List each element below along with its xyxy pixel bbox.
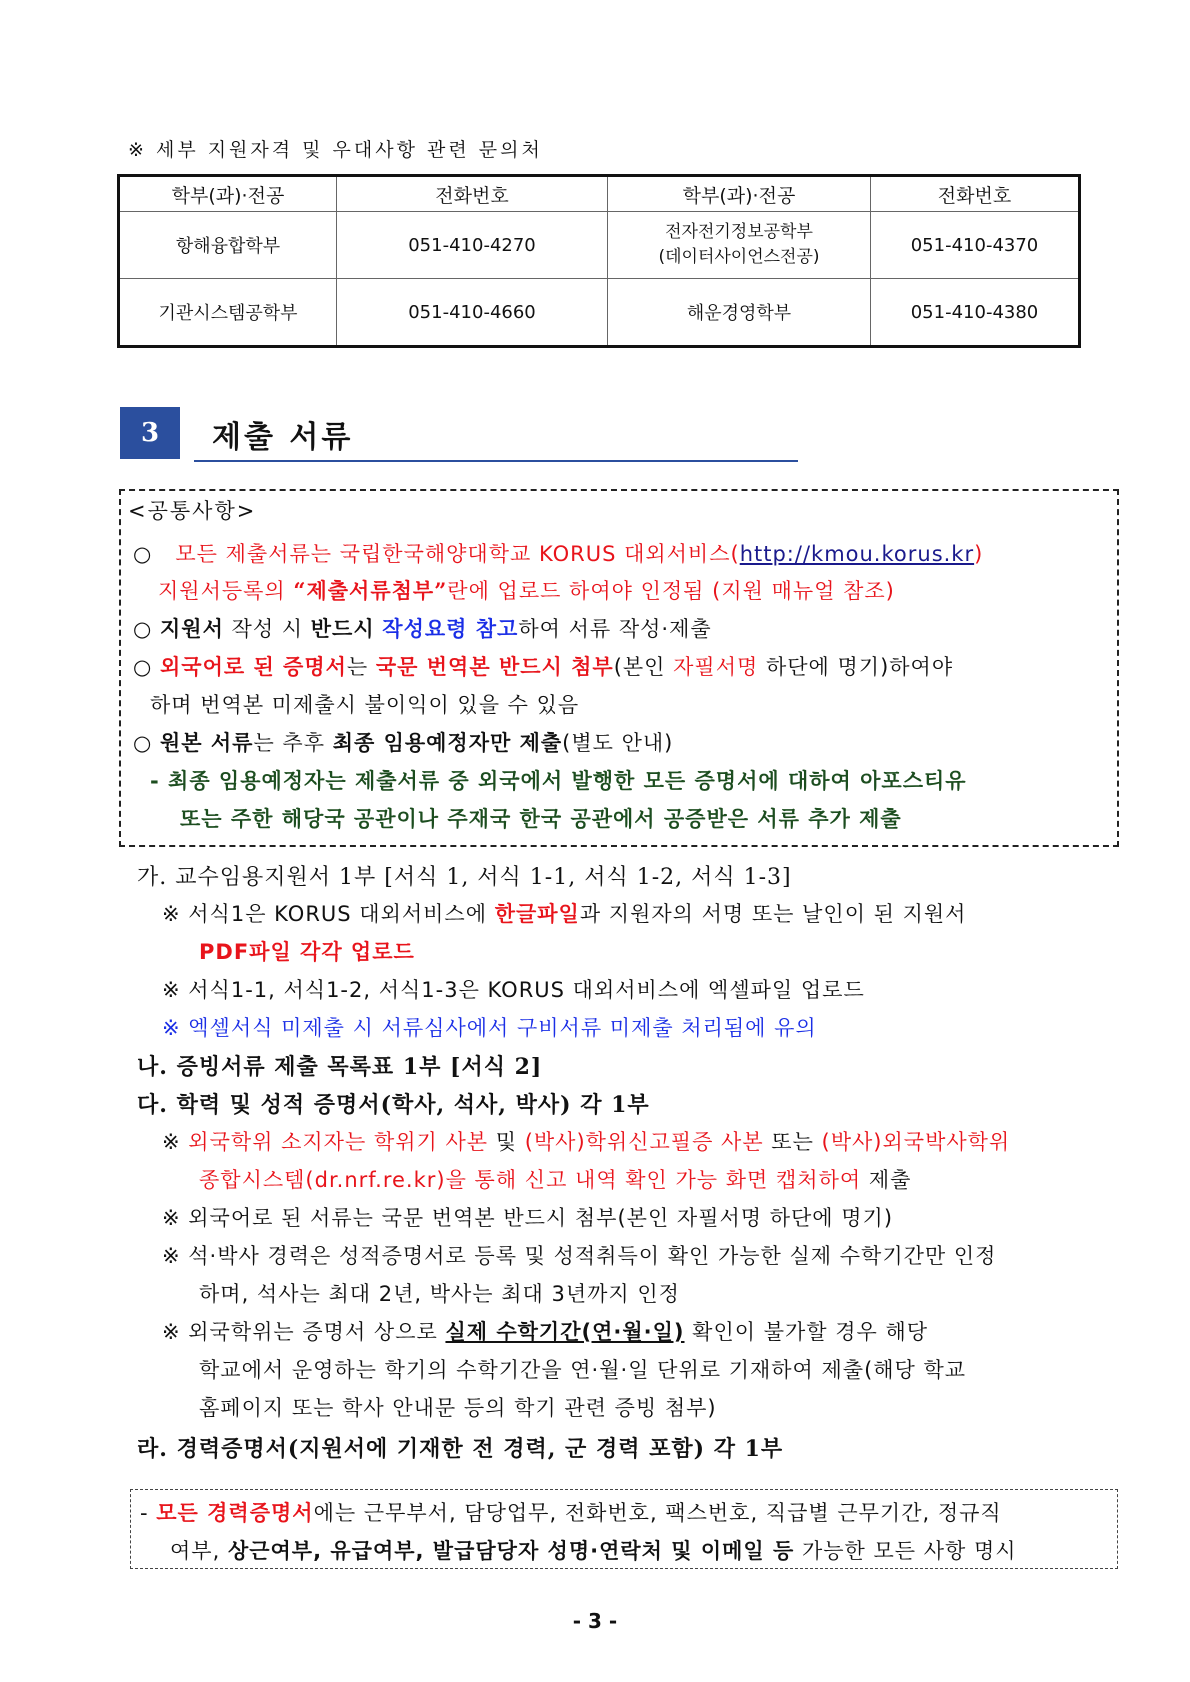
text-bold: 반드시 xyxy=(310,617,375,641)
common-item-3 xyxy=(133,651,953,681)
dept-name-line: 전자전기정보공학부 xyxy=(665,222,813,242)
text-blue-bold: 작성요령 참고 xyxy=(382,617,519,641)
korus-link[interactable]: http://kmou.korus.kr xyxy=(739,542,975,566)
text: ※ 서식1은 KORUS 대외서비스에 xyxy=(162,902,495,926)
item-da-note-3: ※ 석·박사 경력은 성적증명서로 등록 및 성적취득이 확인 가능한 실제 수학기간만 인정 xyxy=(162,1244,997,1268)
text-bold: 최종 임용예정자만 제출 xyxy=(332,731,563,755)
item-da-note-3-cont: 하며, 석사는 최대 2년, 박사는 최대 3년까지 인정 xyxy=(199,1282,680,1306)
text: 는 xyxy=(346,655,376,679)
section-title: 제출 서류 xyxy=(212,420,354,455)
table-cell-phone: 051-410-4380 xyxy=(871,279,1080,347)
dash: - xyxy=(140,1501,157,1525)
text: 또는 xyxy=(763,1130,822,1154)
item-da-note-1 xyxy=(162,1126,1010,1156)
text: 가능한 모든 사항 명시 xyxy=(794,1539,1017,1563)
item-da-note-1-cont xyxy=(199,1164,911,1194)
text: (본인 xyxy=(613,655,674,679)
common-item-1-cont xyxy=(158,575,895,605)
table-cell-dept: 기관시스템공학부 xyxy=(119,279,337,347)
dept-major-line: (데이터사이언스전공) xyxy=(658,247,820,267)
text: 과 지원자의 서명 또는 날인이 된 지원서 xyxy=(579,902,967,926)
bullet: ○ xyxy=(133,542,153,566)
section-title-underline xyxy=(194,460,798,462)
bullet: ○ xyxy=(133,617,160,641)
common-item-3-cont: 하며 번역본 미제출시 불이익이 있을 수 있음 xyxy=(150,693,580,717)
table-header-dept: 학부(과)·전공 xyxy=(119,176,337,212)
item-ra-title: 라. 경력증명서(지원서에 기재한 전 경력, 군 경력 포함) 각 1부 xyxy=(137,1436,784,1462)
text-bold-underline: 실제 수학기간(연·월·일) xyxy=(445,1320,685,1344)
text-red: ) xyxy=(974,542,984,566)
text xyxy=(366,1130,374,1154)
common-subitem xyxy=(150,765,967,795)
text-red-bold: “제출서류첨부” xyxy=(293,578,448,603)
item-ga-note-1 xyxy=(162,898,966,928)
text-red-bold: 국문 번역본 반드시 첨부 xyxy=(375,655,614,679)
text-red: (박사)외국박사학위 xyxy=(821,1130,1011,1154)
bullet: ○ xyxy=(133,731,160,755)
text: 확인이 불가할 경우 해당 xyxy=(684,1320,929,1344)
table-cell-dept: 해운경영학부 xyxy=(608,279,871,347)
common-item-4 xyxy=(133,727,673,757)
text-green-bold: 최종 임용예정자는 제출서류 중 외국에서 발행한 모든 증명서에 대하여 아포스티유 xyxy=(168,769,967,793)
table-row xyxy=(119,279,1080,347)
common-item-1 xyxy=(133,538,983,568)
text-red: 지원서등록의 xyxy=(158,579,294,603)
common-heading: <공통사항> xyxy=(128,499,257,523)
table-cell-phone: 051-410-4270 xyxy=(337,212,608,279)
text: 제출 xyxy=(861,1168,912,1192)
common-subitem-cont: 또는 주한 해당국 공관이나 주재국 한국 공관에서 공증받은 서류 추가 제출 xyxy=(180,807,902,831)
text-red: 란에 업로드 하여야 인정됨 (지원 매뉴얼 참조) xyxy=(447,579,895,603)
text: 에는 근무부서, 담당업무, 전화번호, 팩스번호, 직급별 근무기간, 정규직 xyxy=(313,1501,1002,1525)
contact-table xyxy=(117,174,1081,348)
text-red: 외국학위 소지자는 xyxy=(188,1130,367,1154)
text-red: 모든 제출서류는 국립한국해양대학교 KORUS 대외서비스( xyxy=(175,542,740,566)
item-ga-title: 가. 교수임용지원서 1부 [서식 1, 서식 1-1, 서식 1-2, 서식 1-3] xyxy=(137,865,792,890)
item-da-note-4-cont: 홈페이지 또는 학사 안내문 등의 학기 관련 증빙 첨부) xyxy=(199,1396,717,1420)
career-note-line-1 xyxy=(140,1497,1002,1527)
text-red-bold: 외국어로 된 증명서 xyxy=(160,655,347,679)
item-ga-note-3: ※ 엑셀서식 미제출 시 서류심사에서 구비서류 미제출 처리됨에 유의 xyxy=(162,1016,817,1040)
text-red-bold: 한글파일 xyxy=(494,902,580,926)
table-cell-dept: 항해융합학부 xyxy=(119,212,337,279)
item-da-note-2: ※ 외국어로 된 서류는 국문 번역본 반드시 첨부(본인 자필서명 하단에 명기) xyxy=(162,1206,894,1230)
table-header-phone: 전화번호 xyxy=(871,176,1080,212)
text: 하여 서류 작성·제출 xyxy=(518,617,712,641)
text-red: 자필서명 xyxy=(673,655,759,679)
text-red: 종합시스템(dr.nrf.re.kr)을 통해 신고 내역 확인 가능 화면 캡처하여 xyxy=(199,1168,862,1192)
career-note-line-2 xyxy=(170,1535,1017,1565)
text: (별도 안내) xyxy=(562,731,674,755)
text: 하단에 명기)하여야 xyxy=(758,655,954,679)
text: 및 xyxy=(488,1130,525,1154)
section-number-badge: 3 xyxy=(120,407,180,459)
text: ※ xyxy=(162,1130,189,1154)
table-cell-dept xyxy=(608,212,871,279)
text-bold: 원본 서류 xyxy=(160,731,254,755)
item-da-title: 다. 학력 및 성적 증명서(학사, 석사, 박사) 각 1부 xyxy=(137,1092,650,1118)
table-cell-phone: 051-410-4660 xyxy=(337,279,608,347)
table-cell-phone: 051-410-4370 xyxy=(871,212,1080,279)
text-bold: 상근여부, 유급여부, 발급담당자 성명·연락처 및 이메일 등 xyxy=(227,1539,795,1563)
text: 는 추후 xyxy=(253,731,333,755)
text-red-bold: 모든 경력증명서 xyxy=(156,1501,314,1525)
text-red: (박사)학위신고필증 사본 xyxy=(524,1130,764,1154)
item-da-note-4-cont: 학교에서 운영하는 학기의 수학기간을 연·월·일 단위로 기재하여 제출(해당 학교 xyxy=(199,1358,967,1382)
table-header-phone: 전화번호 xyxy=(337,176,608,212)
text: 여부, xyxy=(170,1539,228,1563)
item-da-note-4 xyxy=(162,1316,928,1346)
text: ※ 외국학위는 증명서 상으로 xyxy=(162,1320,446,1344)
item-ga-note-2: ※ 서식1-1, 서식1-2, 서식1-3은 KORUS 대외서비스에 엑셀파일 업로드 xyxy=(162,978,865,1002)
table-header-row xyxy=(119,176,1080,212)
page-number: - 3 - xyxy=(572,1609,618,1633)
dash: - xyxy=(150,769,169,793)
item-na-title: 나. 증빙서류 제출 목록표 1부 [서식 2] xyxy=(137,1054,543,1080)
text-red: 학위기 사본 xyxy=(373,1130,489,1154)
item-ga-note-1-cont: PDF파일 각각 업로드 xyxy=(199,940,415,964)
text: 작성 시 xyxy=(223,617,311,641)
common-item-2 xyxy=(133,613,712,643)
bullet: ○ xyxy=(133,655,160,679)
text-bold: 지원서 xyxy=(160,617,224,641)
table-header-dept: 학부(과)·전공 xyxy=(608,176,871,212)
table-row xyxy=(119,212,1080,279)
inquiry-note: ※ 세부 지원자격 및 우대사항 관련 문의처 xyxy=(128,139,543,161)
